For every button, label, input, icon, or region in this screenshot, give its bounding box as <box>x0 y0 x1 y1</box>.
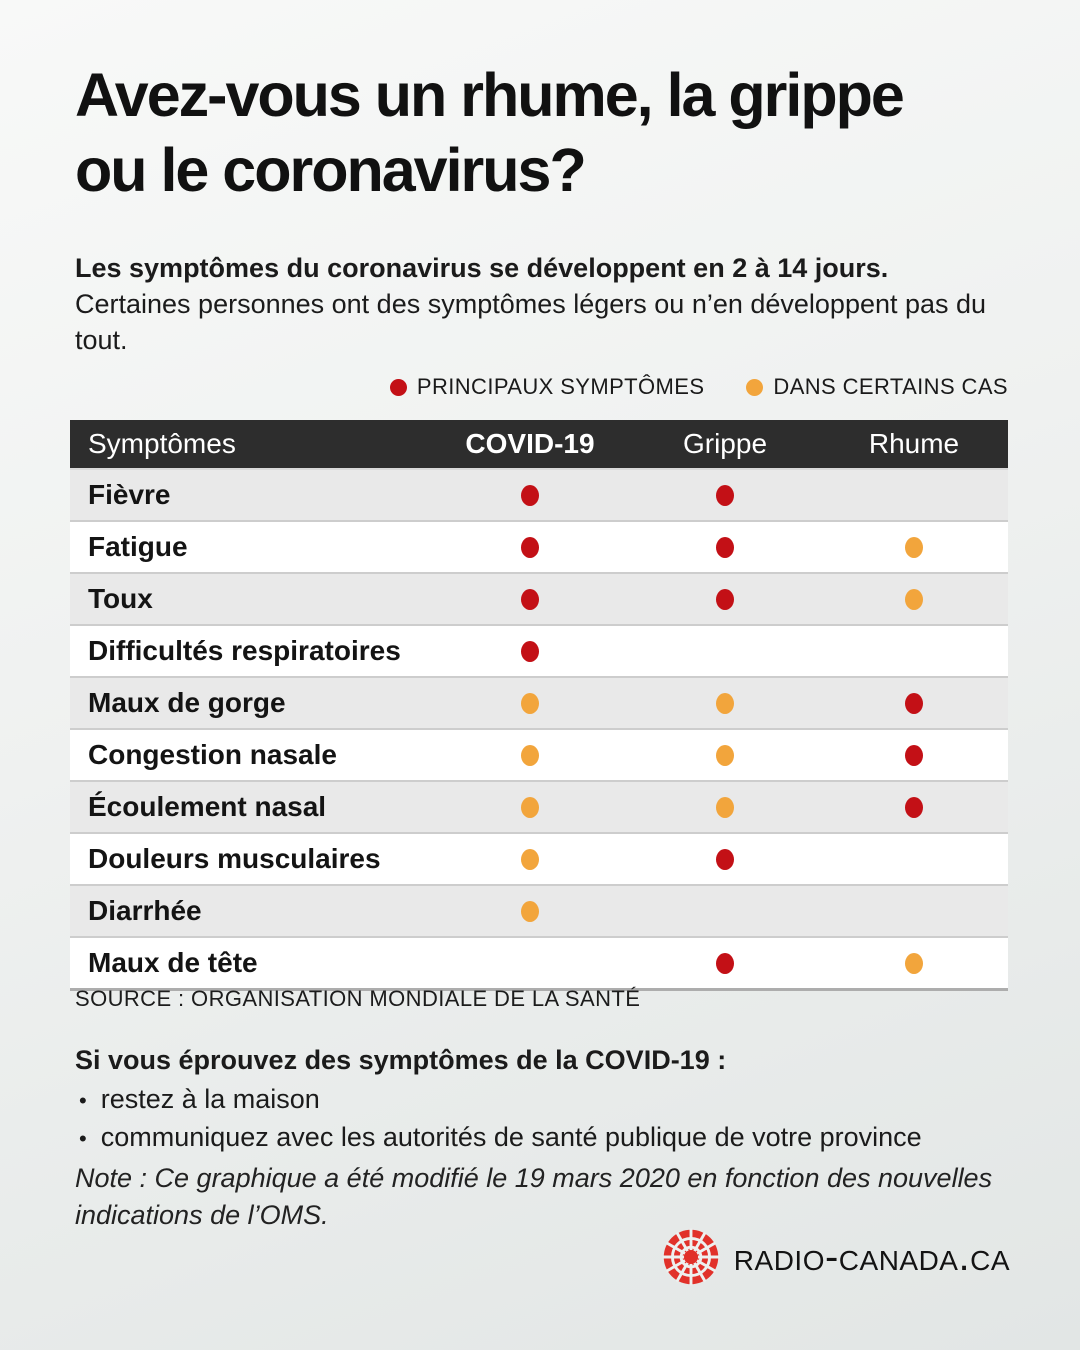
rhume-cell <box>820 953 1008 974</box>
legend-item-some-cases <box>746 374 1008 400</box>
intro-bold-sentence: Les symptômes du coronavirus se développent en 2 à 14 jours. <box>75 253 889 283</box>
advice-block <box>75 1042 995 1157</box>
legend-some-label: DANS CERTAINS CAS <box>773 374 1008 399</box>
symptom-table <box>70 420 1008 991</box>
table-row <box>70 936 1008 988</box>
legend-item-main-symptoms <box>390 374 705 400</box>
table-row <box>70 780 1008 832</box>
main-symptom-dot <box>905 745 923 766</box>
main-symptom-dot <box>905 797 923 818</box>
bullet-icon: • <box>79 1088 87 1113</box>
covid-cell <box>430 641 630 662</box>
symptom-label: Écoulement nasal <box>88 791 327 822</box>
covid-cell <box>430 537 630 558</box>
some-cases-dot <box>716 797 734 818</box>
some-cases-dot-icon <box>746 379 763 396</box>
header-symptoms: Symptômes <box>88 428 236 459</box>
table-row <box>70 468 1008 520</box>
table-row <box>70 572 1008 624</box>
some-cases-dot <box>905 953 923 974</box>
covid-cell <box>430 485 630 506</box>
some-cases-dot <box>521 901 539 922</box>
symptom-label: Difficultés respiratoires <box>88 635 401 666</box>
bullet-icon: • <box>79 1126 87 1151</box>
symptom-label: Maux de gorge <box>88 687 286 718</box>
covid-cell <box>430 901 630 922</box>
header-grippe: Grippe <box>682 428 768 459</box>
symptom-label: Fièvre <box>88 479 171 510</box>
table-row <box>70 832 1008 884</box>
rhume-cell <box>820 745 1008 766</box>
symptom-label: Diarrhée <box>88 895 202 926</box>
main-symptom-dot <box>716 953 734 974</box>
page-title: Avez-vous un rhume, la grippe ou le coronavirus? <box>75 61 903 204</box>
some-cases-dot <box>521 745 539 766</box>
covid-cell <box>430 797 630 818</box>
grippe-cell <box>630 745 820 766</box>
table-header-row <box>70 420 1008 468</box>
symptom-label: Maux de tête <box>88 947 258 978</box>
some-cases-dot <box>716 745 734 766</box>
grippe-cell <box>630 849 820 870</box>
main-symptom-dot <box>716 537 734 558</box>
footer-brand <box>662 1228 1010 1286</box>
advice-heading: Si vous éprouvez des symptômes de la COVID-19 : <box>75 1045 727 1075</box>
rhume-cell <box>820 589 1008 610</box>
symptom-label: Toux <box>88 583 153 614</box>
symptom-label: Fatigue <box>88 531 188 562</box>
main-symptom-dot <box>716 589 734 610</box>
main-symptom-dot <box>905 693 923 714</box>
brand-wordmark: radio-canada.ca <box>733 1234 1010 1279</box>
intro-regular-sentence: Certaines personnes ont des symptômes légers ou n’en développent pas du tout. <box>75 289 987 355</box>
main-symptom-dot <box>521 589 539 610</box>
some-cases-dot <box>521 693 539 714</box>
rhume-cell <box>820 537 1008 558</box>
intro-text <box>75 250 993 358</box>
symptom-table-body <box>70 468 1008 991</box>
some-cases-dot <box>521 849 539 870</box>
main-symptom-dot-icon <box>390 379 407 396</box>
grippe-cell <box>630 797 820 818</box>
grippe-cell <box>630 953 820 974</box>
some-cases-dot <box>905 589 923 610</box>
table-row <box>70 728 1008 780</box>
advice-bullet-text: communiquez avec les autorités de santé publique de votre province <box>100 1122 922 1152</box>
covid-cell <box>430 849 630 870</box>
grippe-cell <box>630 589 820 610</box>
covid-cell <box>430 693 630 714</box>
grippe-cell <box>630 485 820 506</box>
symptom-label: Congestion nasale <box>88 739 337 770</box>
advice-bullet-text: restez à la maison <box>100 1084 320 1114</box>
table-row <box>70 520 1008 572</box>
grippe-cell <box>630 693 820 714</box>
advice-bullet <box>75 1081 995 1119</box>
advice-bullet <box>75 1119 995 1157</box>
legend <box>70 374 1008 400</box>
main-symptom-dot <box>716 849 734 870</box>
table-row <box>70 884 1008 936</box>
covid-cell <box>430 589 630 610</box>
main-symptom-dot <box>716 485 734 506</box>
header-rhume: Rhume <box>868 428 960 459</box>
table-row <box>70 676 1008 728</box>
legend-main-label: PRINCIPAUX SYMPTÔMES <box>416 374 705 399</box>
rhume-cell <box>820 693 1008 714</box>
header-covid19: COVID-19 <box>465 428 595 459</box>
some-cases-dot <box>905 537 923 558</box>
main-symptom-dot <box>521 641 539 662</box>
symptom-label: Douleurs musculaires <box>88 843 381 874</box>
source-line: SOURCE : ORGANISATION MONDIALE DE LA SANTÉ <box>75 986 641 1011</box>
rhume-cell <box>820 797 1008 818</box>
main-symptom-dot <box>521 537 539 558</box>
some-cases-dot <box>716 693 734 714</box>
note-text: Note : Ce graphique a été modifié le 19 mars 2020 en fonction des nouvelles indications de l’OMS. <box>75 1163 993 1230</box>
radio-canada-gem-icon <box>662 1228 720 1286</box>
grippe-cell <box>630 537 820 558</box>
table-row <box>70 624 1008 676</box>
main-symptom-dot <box>521 485 539 506</box>
some-cases-dot <box>521 797 539 818</box>
advice-list <box>75 1081 995 1157</box>
covid-cell <box>430 745 630 766</box>
